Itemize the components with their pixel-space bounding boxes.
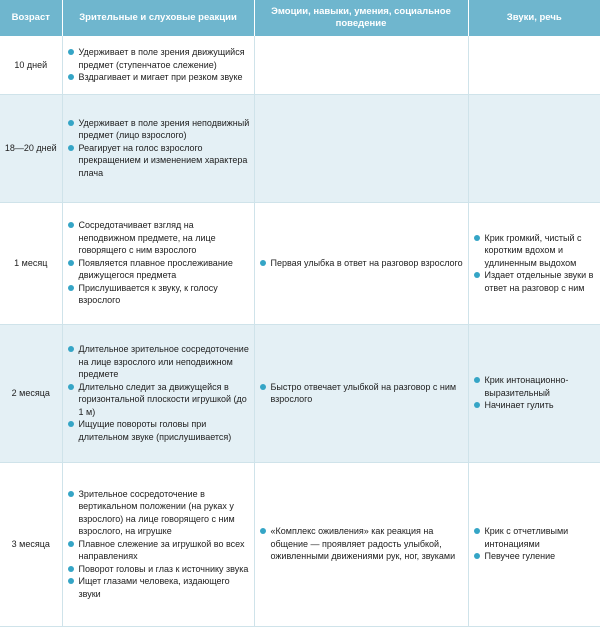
list-item: Быстро отвечает улыбкой на разговор с ним взрослого bbox=[259, 381, 464, 406]
list-item: Длительное зрительное сосредоточение на лице взрослого или неподвижном предмете bbox=[67, 343, 250, 381]
age-cell: 18—20 дней bbox=[0, 94, 62, 202]
visual-cell bbox=[62, 94, 254, 202]
visual-cell bbox=[62, 202, 254, 324]
list-item: «Комплекс оживления» как реакция на общение — проявляет радость улыбкой, оживленными движениями рук, ног, звуками bbox=[259, 525, 464, 563]
list-item: Крик громкий, чистый с коротким вдохом и удлиненным выдохом bbox=[473, 232, 597, 270]
list-item: Появляется плавное прослеживание движущегося предмета bbox=[67, 257, 250, 282]
sounds-cell bbox=[468, 202, 600, 324]
age-cell: 10 дней bbox=[0, 36, 62, 94]
table-row bbox=[0, 36, 600, 94]
list-item: Крик интонационно-выразительный bbox=[473, 374, 597, 399]
header-age: Возраст bbox=[0, 0, 62, 36]
table-row bbox=[0, 94, 600, 202]
list-item: Крик с отчетливыми интонациями bbox=[473, 525, 597, 550]
list-item: Ищущие повороты головы при длительном звуке (прислушивается) bbox=[67, 418, 250, 443]
table-row bbox=[0, 202, 600, 324]
list-item: Поворот головы и глаз к источнику звука bbox=[67, 563, 250, 576]
list-item: Певучее гуление bbox=[473, 550, 597, 563]
emotions-cell bbox=[254, 202, 468, 324]
list-item: Длительно следит за движущейся в горизонтальной плоскости игрушкой (до 1 м) bbox=[67, 381, 250, 419]
table-row bbox=[0, 462, 600, 626]
sounds-cell bbox=[468, 462, 600, 626]
emotions-cell bbox=[254, 324, 468, 462]
header-sounds: Звуки, речь bbox=[468, 0, 600, 36]
list-item: Вздрагивает и мигает при резком звуке bbox=[67, 71, 250, 84]
list-item: Удерживает в поле зрения неподвижный предмет (лицо взрослого) bbox=[67, 117, 250, 142]
table-row bbox=[0, 324, 600, 462]
emotions-cell bbox=[254, 462, 468, 626]
list-item: Начинает гулить bbox=[473, 399, 597, 412]
list-item: Сосредотачивает взгляд на неподвижном предмете, на лице говорящего с ним взрослого bbox=[67, 219, 250, 257]
sounds-cell bbox=[468, 94, 600, 202]
emotions-cell bbox=[254, 94, 468, 202]
visual-cell bbox=[62, 462, 254, 626]
header-visual: Зрительные и слуховые реакции bbox=[62, 0, 254, 36]
list-item: Прислушивается к звуку, к голосу взрослого bbox=[67, 282, 250, 307]
sounds-cell bbox=[468, 324, 600, 462]
list-item: Ищет глазами человека, издающего звуки bbox=[67, 575, 250, 600]
table-header-row bbox=[0, 0, 600, 36]
emotions-cell bbox=[254, 36, 468, 94]
header-emotions: Эмоции, навыки, умения, социальное поведение bbox=[254, 0, 468, 36]
list-item: Зрительное сосредоточение в вертикальном положении (на руках у взрослого) на лице говорящего с ним взрослого, на игрушке bbox=[67, 488, 250, 538]
list-item: Плавное слежение за игрушкой во всех направлениях bbox=[67, 538, 250, 563]
list-item: Первая улыбка в ответ на разговор взрослого bbox=[259, 257, 464, 270]
visual-cell bbox=[62, 36, 254, 94]
list-item: Реагирует на голос взрослого прекращением и изменением характера плача bbox=[67, 142, 250, 180]
age-cell: 2 месяца bbox=[0, 324, 62, 462]
age-cell: 3 месяца bbox=[0, 462, 62, 626]
visual-cell bbox=[62, 324, 254, 462]
sounds-cell bbox=[468, 36, 600, 94]
list-item: Издает отдельные звуки в ответ на разговор с ним bbox=[473, 269, 597, 294]
list-item: Удерживает в поле зрения движущийся предмет (ступенчатое слежение) bbox=[67, 46, 250, 71]
age-cell: 1 месяц bbox=[0, 202, 62, 324]
